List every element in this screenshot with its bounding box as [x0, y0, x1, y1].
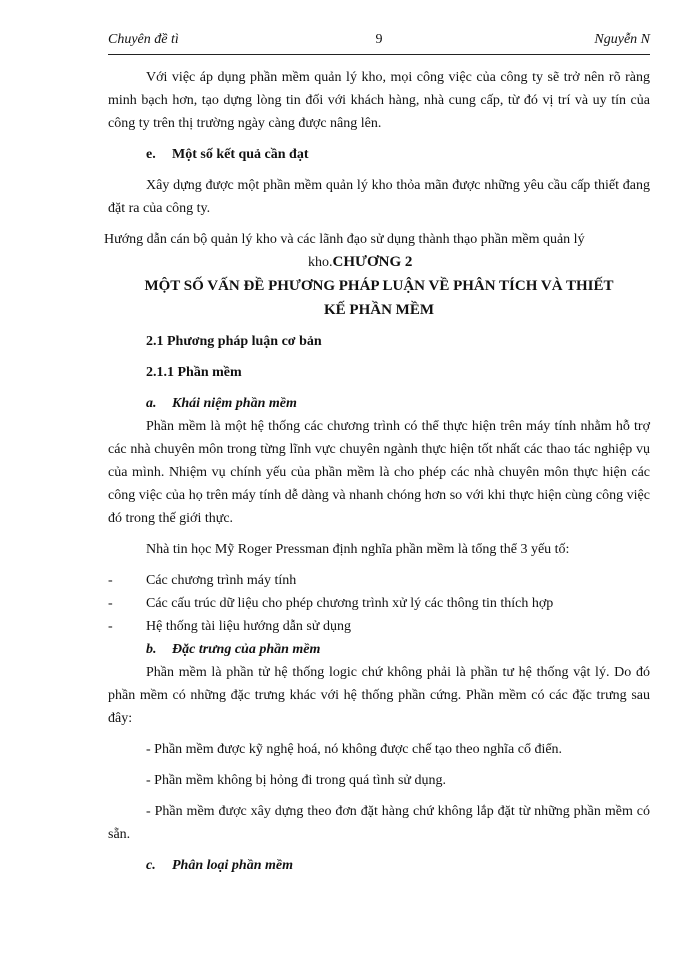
guide-line-2	[108, 251, 650, 274]
list-item-text: Các cấu trúc dữ liệu cho phép chương trình xử lý các thông tin thích hợp	[146, 596, 554, 611]
list-item-text: Các chương trình máy tính	[146, 573, 297, 588]
header-left-text: Chuyên đề tì	[108, 32, 179, 47]
chapter-title-line-2: KẾ PHẦN MỀM	[324, 302, 434, 318]
sub-a-heading	[108, 392, 650, 415]
guide-line-2-text: kho.	[308, 255, 333, 270]
section-e-paragraph: Xây dựng được một phần mềm quản lý kho thỏa mãn được những yêu cầu cấp thiết đang đặt ra của công ty.	[108, 178, 650, 216]
sub-b-paragraph: Phần mềm là phần tử hệ thống logic chứ không phải là phần tư hệ thống vật lý. Do đó phần mềm có những đặc trưng khác với hệ thống phần cứng. Phần mềm có các đặc trưng sau đây:	[108, 665, 650, 726]
sub-a-title: Khái niệm phần mềm	[172, 396, 297, 411]
sub-b-title: Đặc trưng của phần mềm	[172, 642, 321, 657]
sub-b-item: - Phần mềm không bị hỏng đi trong quá tình sử dụng.	[146, 773, 447, 788]
chapter-title-line-1: MỘT SỐ VẤN ĐỀ PHƯƠNG PHÁP LUẬN VỀ PHÂN TÍCH VÀ THIẾT	[144, 278, 614, 294]
guide-line-1: Hướng dẫn cán bộ quản lý kho và các lãnh đạo sử dụng thành thạo phần mềm quản lý	[104, 232, 585, 247]
sub-c-title: Phân loại phần mềm	[172, 858, 293, 873]
intro-paragraph: Với việc áp dụng phần mềm quản lý kho, mọi công việc của công ty sẽ trở nên rõ ràng minh bạch hơn, tạo dựng lòng tin đối với khách hàng, nhà cung cấp, từ đó vị trí và uy tín của công ty trên thị trường ngày càng được nâng lên.	[108, 70, 650, 131]
document-body	[104, 66, 650, 877]
list-item: - Hệ thống tài liệu hướng dẫn sử dụng	[108, 619, 351, 634]
section-e-title: Một số kết quả cần đạt	[172, 147, 309, 162]
pressman-paragraph: Nhà tin học Mỹ Roger Pressman định nghĩa phần mềm là tổng thể 3 yếu tố:	[146, 542, 570, 557]
sub-b-heading	[108, 638, 650, 661]
sub-c-heading	[108, 854, 650, 877]
sub-b-item: - Phần mềm được xây dựng theo đơn đặt hàng chứ không lắp đặt từ những phần mềm có sẵn.	[108, 804, 650, 842]
section-2-1-heading: 2.1 Phương pháp luận cơ bản	[146, 334, 322, 349]
list-item: - Các chương trình máy tính	[108, 573, 297, 588]
section-e-heading	[108, 143, 650, 166]
section-2-1-1-heading: 2.1.1 Phần mềm	[146, 365, 242, 380]
sub-a-label: a.	[146, 396, 157, 411]
sub-b-label: b.	[146, 642, 157, 657]
sub-b-item: - Phần mềm được kỹ nghệ hoá, nó không được chế tạo theo nghĩa cổ điển.	[146, 742, 563, 757]
sub-a-paragraph: Phần mềm là một hệ thống các chương trình có thể thực hiện trên máy tính nhằm hỗ trợ các nhà chuyên môn trong từng lĩnh vực chuyên ngành thực hiện tốt nhất các thao tác nghiệp vụ của mình. Nhiệm vụ chính yếu của phần mềm là cho phép các nhà chuyên môn thực hiện các công việc của họ trên máy tính dễ dàng và nhanh chóng hơn so với khi thực hiện cùng công việc đó trong thế giới thực.	[108, 419, 650, 526]
list-item-text: Hệ thống tài liệu hướng dẫn sử dụng	[146, 619, 351, 634]
chapter-label: CHƯƠNG 2	[332, 254, 413, 270]
list-item: - Các cấu trúc dữ liệu cho phép chương trình xử lý các thông tin thích hợp	[108, 596, 554, 611]
page-number: 9	[375, 32, 383, 47]
section-e-label: e.	[146, 147, 156, 162]
sub-c-label: c.	[146, 858, 156, 873]
header-right-text: Nguyễn N	[594, 32, 650, 47]
page-header	[108, 32, 650, 55]
